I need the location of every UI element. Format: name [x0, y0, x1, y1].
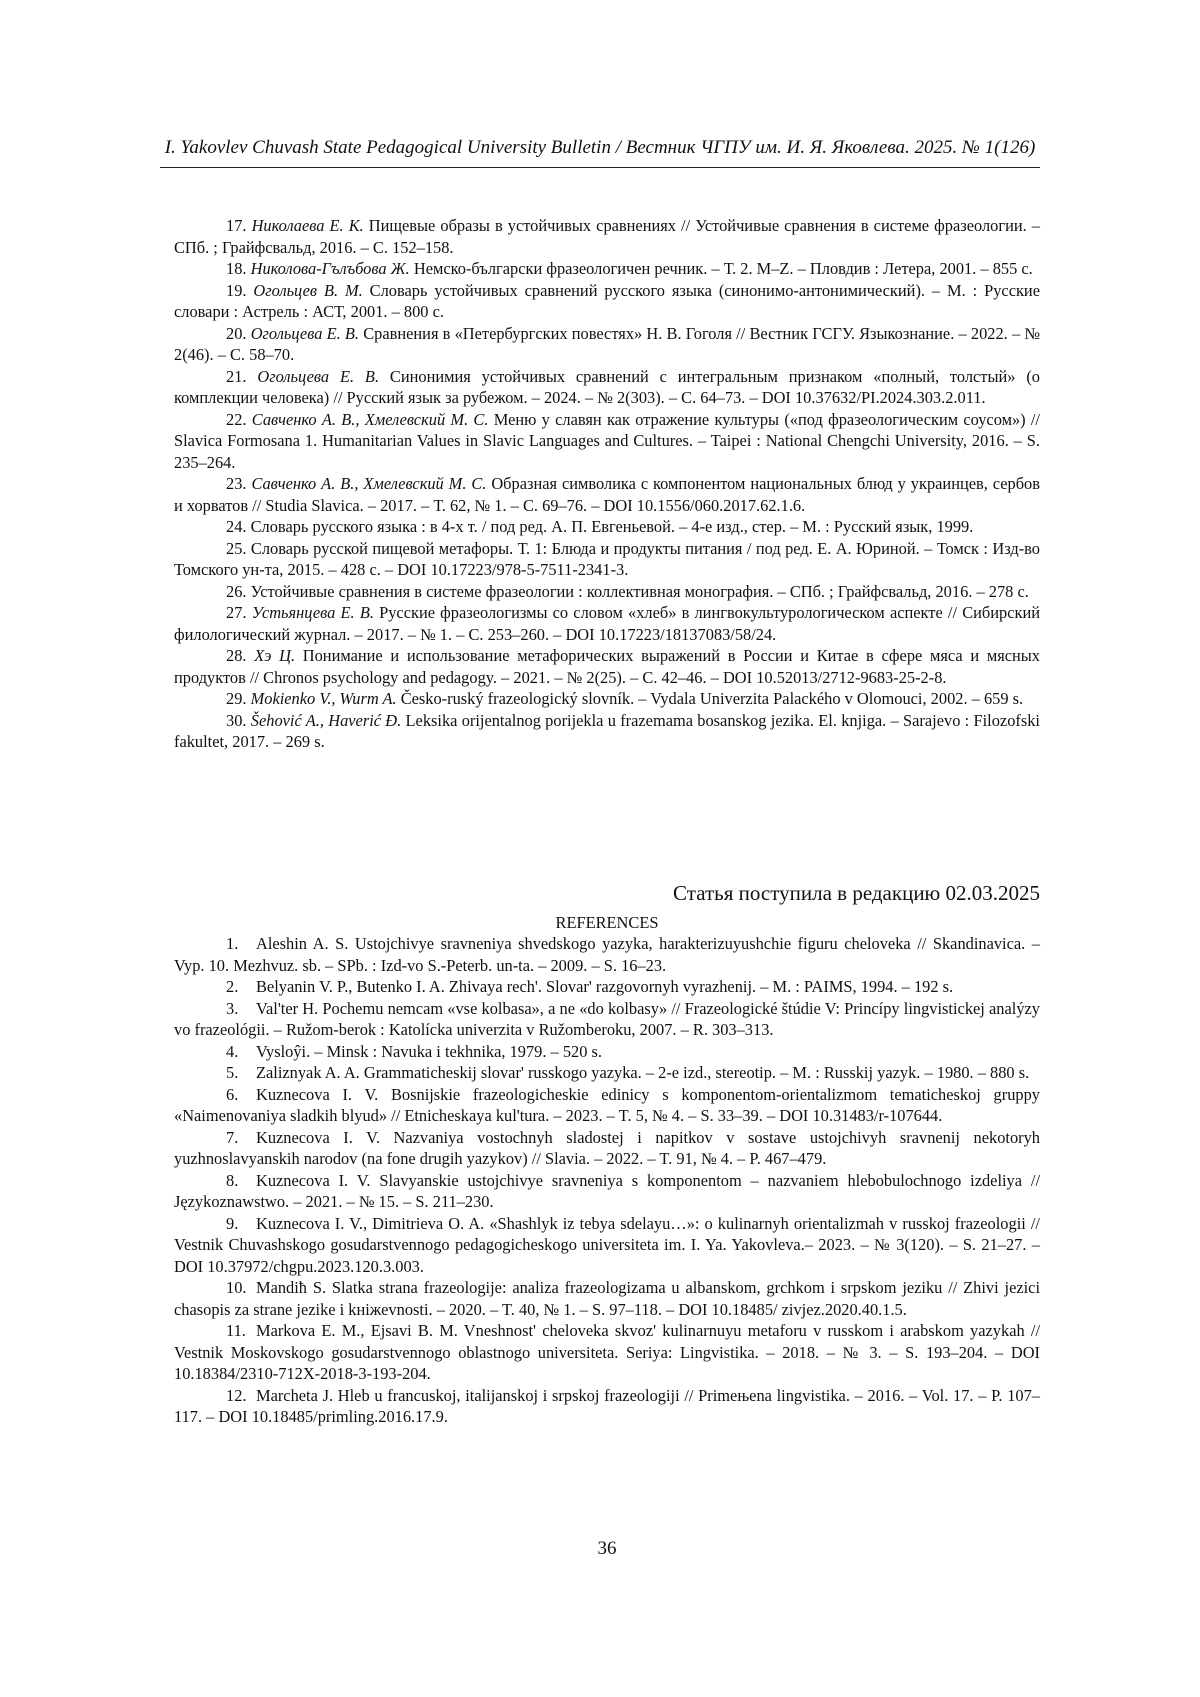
reference-text: Česko-ruský frazeologický slovník. – Vydala Univerzita Palackého v Olomouci, 2002. – 659 s.	[396, 689, 1024, 708]
references-heading: REFERENCES	[555, 913, 659, 932]
reference-item	[174, 323, 1040, 366]
reference-number: 25.	[226, 538, 247, 558]
reference-list-transliterated	[174, 933, 1040, 1428]
reference-author: Николова-Гълъбова Ж.	[250, 259, 410, 278]
reference-number: 8.	[226, 1170, 239, 1190]
reference-number: 24.	[226, 517, 247, 536]
reference-text: Сравнения в «Петербургских повестях» Н. В. Гоголя // Вестник ГСГУ. Языкознание. – 2022. – № 2(46). – С. 58–70.	[174, 323, 1040, 364]
reference-author: Савченко А. В., Хмелевский М. С.	[251, 474, 487, 493]
reference-text: Aleshin A. S. Ustojchivye sravneniya shvedskogo yazyka, harakterizuyushchie figuru cheloveka // Skandinavica. – Vyp. 10. Mezhvuz. sb. – SPb. : Izd-vo S.-Peterb. un-ta. – 2009. – S. 16–23.	[174, 934, 1040, 975]
reference-number: 17.	[226, 216, 247, 235]
reference-item	[174, 1127, 1040, 1170]
page-number: 36	[597, 1538, 617, 1559]
reference-number: 28.	[226, 646, 247, 665]
reference-text: Словарь русского языка : в 4-х т. / под ред. А. П. Евгеньевой. – 4-е изд., стер. – М. : Русский язык, 1999.	[250, 517, 974, 536]
running-header: I. Yakovlev Chuvash State Pedagogical University Bulletin / Вестник ЧГПУ им. И. Я. Яковлева. 2025. № 1(126)	[164, 137, 1036, 158]
reference-number: 5.	[226, 1063, 239, 1082]
reference-item	[174, 1213, 1040, 1278]
reference-text: Словарь устойчивых сравнений русского языка (синонимо-антонимический). – М. : Русские словари : Астрель : АСТ, 2001. – 800 с.	[174, 280, 1040, 321]
reference-item	[174, 602, 1040, 645]
reference-text: Синонимия устойчивых сравнений с интегральным признаком «полный, толстый» (о комплекции человека) // Русский язык за рубежом. – 2024. – № 2(303). – С. 64–73. – DOI 10.37632/PI.2024.303.2.011.	[174, 366, 1040, 407]
reference-number: 7.	[226, 1127, 239, 1147]
reference-item	[174, 473, 1040, 516]
reference-number: 3.	[226, 998, 239, 1018]
reference-number: 26.	[226, 581, 247, 601]
reference-text: Русские фразеологизмы со словом «хлеб» в лингвокультурологическом аспекте // Сибирский филологический журнал. – 2017. – № 1. – С. 253–260. – DOI 10.17223/18137083/58/24.	[174, 603, 1040, 644]
reference-item	[174, 538, 1040, 581]
reference-number: 1.	[226, 934, 239, 953]
reference-item	[174, 998, 1040, 1041]
reference-list-russian	[174, 215, 1040, 753]
reference-author: Устьянцева Е. В.	[251, 603, 374, 622]
reference-item	[174, 409, 1040, 474]
reference-number: 19.	[226, 280, 247, 300]
reference-item	[174, 976, 1040, 998]
reference-item	[174, 581, 1040, 603]
reference-text: Marcheta J. Hleb u francuskoj, italijanskoj i srpskoj frazeologiji // Primeњena lingvistika. – 2016. – Vol. 17. – P. 107–117. – DOI 10.18485/primling.2016.17.9.	[174, 1385, 1040, 1426]
reference-item	[174, 688, 1040, 710]
reference-author: Šehović A., Haverić Đ.	[250, 710, 402, 730]
reference-number: 21.	[226, 366, 247, 386]
reference-text: Val'ter H. Pochemu nemcam «vse kolbasa», a ne «do kolbasy» // Frazeologické štúdie V: Princípy lingvistickej analýzy vo frazeológii. – Ružom-berok : Katolícka univerzita v Ružomberoku, 2007. – R. 303–313.	[174, 998, 1040, 1039]
reference-author: Mokienko V., Wurm A.	[250, 689, 397, 708]
reference-number: 27.	[226, 603, 247, 622]
reference-text: Belyanin V. P., Butenko I. A. Zhivaya rech'. Slovar' razgovornyh vyrazhenij. – M. : PAIMS, 1994. – 192 s.	[256, 977, 954, 996]
reference-text: Kuznecova I. V., Dimitrieva O. A. «Shashlyk iz tebya sdelayu…»: o kulinarnyh orientalizmah v russkoj frazeologii // Vestnik Chuvashskogo gosudarstvennogo pedagogicheskogo universiteta im. I. Ya. Yakovleva.– 2023. – № 3(120). – S. 21–27. – DOI 10.37972/chgpu.2023.120.3.003.	[174, 1213, 1040, 1276]
reference-item	[174, 1062, 1040, 1084]
reference-item	[174, 516, 1040, 538]
reference-author: Хэ Ц.	[254, 646, 296, 665]
reference-item	[174, 1041, 1040, 1063]
reference-number: 29.	[226, 689, 247, 708]
reference-text: Устойчивые сравнения в системе фразеологии : коллективная монография. – СПб. ; Грайфсвальд, 2016. – 278 с.	[250, 581, 1029, 601]
reference-text: Меню у славян как отражение культуры («под фразеологическим соусом») // Slavica Formosana 1. Humanitarian Values in Slavic Languages and Cultures. – Taipei : National Chengchi University, 2016. – S. 235–264.	[174, 409, 1040, 472]
reference-text: Kuznecova I. V. Nazvaniya vostochnyh sladostej i napitkov v sostave ustojchivyh sravnenij nekotoryh yuzhnoslavyanskih narodov (na fone drugih yazykov) // Slavia. – 2022. – T. 91, № 4. – P. 467–479.	[174, 1127, 1040, 1168]
reference-item	[174, 1277, 1040, 1320]
reference-text: Образная символика с компонентом национальных блюд у украинцев, сербов и хорватов // Studia Slavica. – 2017. – Т. 62, № 1. – С. 69–76. – DOI 10.1556/060.2017.62.1.6.	[174, 474, 1040, 515]
header-rule	[160, 167, 1040, 168]
received-date-note: Статья поступила в редакцию 02.03.2025	[673, 881, 1040, 905]
reference-item	[174, 258, 1040, 280]
reference-text: Kuznecova I. V. Slavyanskie ustojchivye sravneniya s komponentom – nazvaniem hlebobulochnogo izdeliya // Językoznawstwo. – 2021. – № 15. – S. 211–230.	[174, 1170, 1040, 1211]
reference-number: 6.	[226, 1084, 239, 1104]
reference-text: Понимание и использование метафорических выражений в России и Китае в сфере мяса и мясных продуктов // Chronos psychology and pedagogy. – 2021. – № 2(25). – С. 42–46. – DOI 10.52013/2712-9683-25-2-8.	[174, 646, 1040, 687]
reference-number: 4.	[226, 1041, 239, 1061]
reference-text: Zaliznyak A. A. Grammaticheskij slovar' russkogo yazyka. – 2-e izd., stereotip. – M. : Russkij yazyk. – 1980. – 880 s.	[256, 1063, 1030, 1082]
reference-item	[174, 1320, 1040, 1385]
reference-text: Vysloŷi. – Minsk : Navuka i tekhnika, 1979. – 520 s.	[256, 1041, 603, 1061]
reference-item	[174, 280, 1040, 323]
reference-number: 9.	[226, 1213, 239, 1233]
reference-text: Немско-български фразеологичен речник. – Т. 2. M–Z. – Пловдив : Летера, 2001. – 855 с.	[409, 259, 1033, 278]
reference-author: Савченко А. В., Хмелевский М. С.	[251, 409, 489, 429]
reference-item	[174, 1385, 1040, 1428]
reference-text: Markova E. M., Ejsavi B. M. Vneshnost' cheloveka skvoz' kulinarnuyu metaforu v russkom i arabskom yazykah // Vestnik Moskovskogo gosudarstvennogo oblastnogo universiteta. Seriya: Lingvistika. – 2018. – № 3. – S. 193–204. – DOI 10.18384/2310-712X-2018-3-193-204.	[174, 1321, 1040, 1383]
reference-text: Kuznecova I. V. Bosnijskie frazeologicheskie edinicy s komponentom-orientalizmom tematicheskoj gruppy «Naimenovaniya sladkih blyud» // Etnicheskaya kul'tura. – 2023. – T. 5, № 4. – S. 33–39. – DOI 10.31483/r-107644.	[174, 1084, 1040, 1125]
reference-item	[174, 933, 1040, 976]
reference-text: Пищевые образы в устойчивых сравнениях // Устойчивые сравнения в системе фразеологии. – СПб. ; Грайфсвальд, 2016. – С. 152–158.	[174, 216, 1040, 257]
reference-author: Огольцева Е. В.	[250, 323, 360, 343]
reference-number: 20.	[226, 323, 247, 343]
reference-item	[174, 215, 1040, 258]
reference-author: Николаева Е. К.	[251, 216, 364, 235]
reference-author: Огольцев В. М.	[253, 280, 363, 300]
reference-number: 18.	[226, 259, 247, 278]
reference-item	[174, 710, 1040, 753]
reference-number: 2.	[226, 977, 239, 996]
reference-number: 10.	[226, 1278, 247, 1297]
reference-author: Огольцева Е. В.	[257, 366, 380, 386]
reference-number: 22.	[226, 409, 247, 429]
reference-item	[174, 1170, 1040, 1213]
reference-item	[174, 645, 1040, 688]
reference-number: 23.	[226, 474, 247, 493]
reference-text: Mandiħ S. Slatka strana frazeologije: analiza frazeologizama u albanskom, grchkom i srpskom jeziku // Zhivi jezici chasopis za strane jezike i kнiжevnosti. – 2020. – T. 40, № 1. – S. 97–118. – DOI 10.18485/ zivjez.2020.40.1.5.	[174, 1278, 1040, 1319]
reference-text: Leksika orijentalnog porijekla u frazemama bosanskog jezika. El. knjiga. – Sarajevo : Filozofski fakultet, 2017. – 269 s.	[174, 710, 1040, 751]
reference-item	[174, 1084, 1040, 1127]
reference-text: Словарь русской пищевой метафоры. Т. 1: Блюда и продукты питания / под ред. Е. А. Юриной. – Томск : Изд-во Томского ун-та, 2015. – 428 с. – DOI 10.17223/978-5-7511-2341-3.	[174, 538, 1040, 579]
reference-number: 30.	[226, 710, 247, 730]
reference-number: 11.	[226, 1321, 246, 1340]
reference-item	[174, 366, 1040, 409]
reference-number: 12.	[226, 1385, 247, 1405]
